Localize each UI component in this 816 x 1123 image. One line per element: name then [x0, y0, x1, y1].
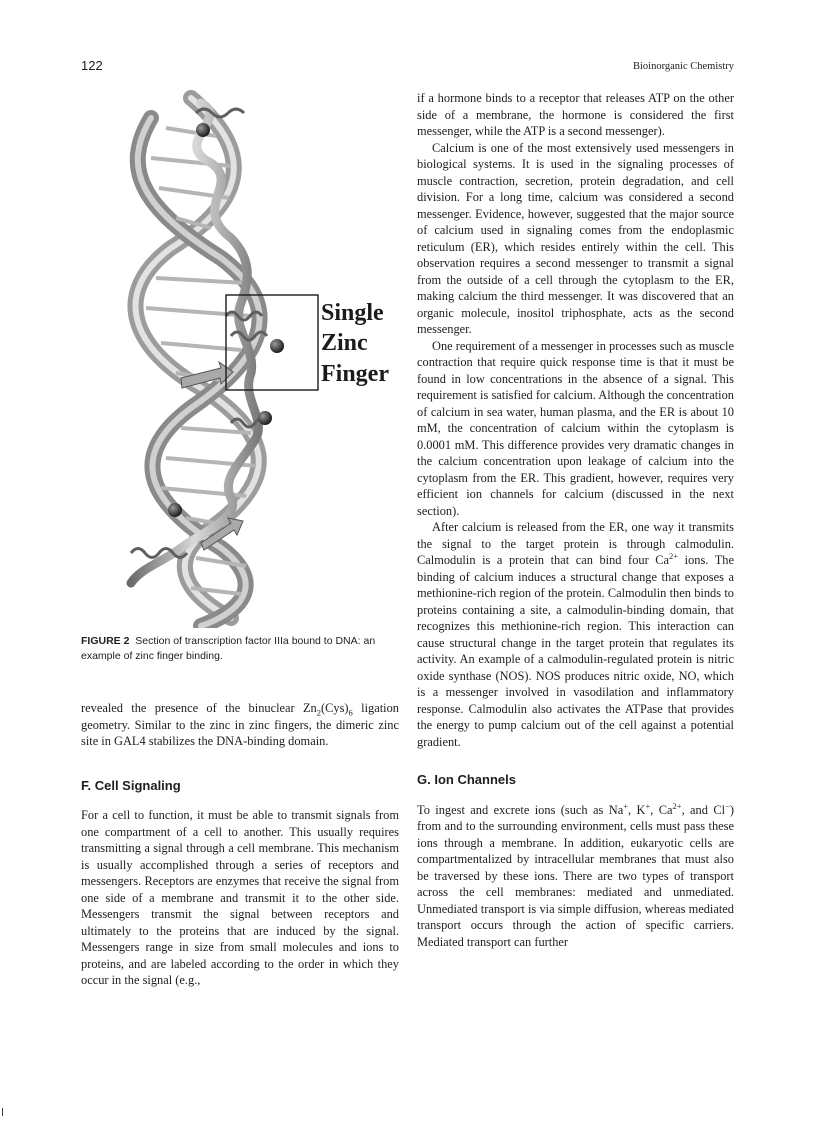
- zinc-finger-label-line-1: Single: [321, 300, 384, 326]
- figure-caption: [81, 634, 399, 664]
- paragraph-continuation: revealed the presence of the binuclear $Zn_2(Cys)_6$ ligation geometry. Similar to the zinc in zinc fingers, the dimeric zinc site in GAL4 stabilizes the DNA-binding domain.: [81, 701, 399, 748]
- paragraph-messenger-example: if a hormone binds to a receptor that releases ATP on the other side of a membrane, the hormone is considered the first messenger, while the ATP is a second messenger).: [417, 91, 734, 138]
- figure-caption-label: FIGURE 2: [81, 635, 130, 647]
- zinc-finger-label-line-3: Finger: [321, 361, 389, 387]
- right-column: [417, 90, 734, 950]
- left-column: [81, 700, 399, 989]
- zinc-finger-figure: [81, 88, 401, 628]
- paragraph-calcium-concentration: One requirement of a messenger in processes such as muscle contraction that require quick response time is that it must be found in low concentrations in the absence of a signal. This requirement is satisfied for calcium. Although the concentration of calcium in sea water, human plasma, and the ER is about 10 mM, the concentration of calcium within the cytoplasm is 0.0001 mM. This difference provides very dramatic changes in the calcium concentration upon leakage of calcium into the cytoplasm from the ER. This gradient, however, requires very efficient ion channels for calcium (discussed in the next section).: [417, 338, 734, 518]
- crop-mark: [2, 1108, 3, 1116]
- zinc-finger-label-line-2: Zinc: [321, 330, 368, 356]
- paragraph-cell-signaling: For a cell to function, it must be able to transmit signals from one compartment of a cell to another. This usually requires transmitting a signal through a cell membrane. This mechanism is usually accomplished through a series of receptors and messengers. Receptors are enzymes that receive the signal from one side of a membrane and transmit it to the other side. Messengers transmit the signal between receptors and ultimately to the proteins that are induced by the signal. Messengers range in size from small molecules and ions to proteins, and are labeled according to the order in which they occur in the signal (e.g.,: [81, 808, 399, 987]
- paragraph-ion-transport: To ingest and excrete ions (such as Na+, K+, $Ca^{2+}$, and Cl−) from and to the surrounding environment, cells must pass these ions through a membrane. In addition, eukaryotic cells are compartmentalized by intracellular membranes that must also be traversed by these ions. There are two types of transport across the cell membranes: mediated and unmediated. Unmediated transport is via simple diffusion, whereas mediated transport occurs through the action of specific carriers. Mediated transport can further: [417, 800, 734, 949]
- section-heading-ion-channels: G. Ion Channels: [417, 772, 516, 787]
- page-number: 122: [81, 58, 103, 73]
- figure-caption-text: Section of transcription factor IIIa bound to DNA: an example of zinc finger binding.: [81, 635, 376, 662]
- section-heading-cell-signaling: F. Cell Signaling: [81, 777, 181, 793]
- paragraph-calmodulin: After calcium is released from the ER, one way it transmits the signal to the target protein is through calmodulin. Calmodulin is a protein that can bind four $Ca^{2+}$ ions. The binding of calcium induces a structural change that exposes a methionine-rich region of the protein. Calmodulin then binds to proteins containing a site, a calmodulin-binding domain, that recognizes this methionine-rich region. This interaction can cause structural change in the target protein that regulates its activity. An example of a calmodulin-regulated protein is nitric oxide synthase (NOS). NOS produces nitric oxide, NO, which is a messenger involved in vasodilation and inflammatory response. Calmodulin also activates the ATPase that provides the energy to pump calcium out of the cell against a potential gradient.: [417, 520, 734, 749]
- running-head: Bioinorganic Chemistry: [632, 61, 734, 72]
- paragraph-calcium-messenger: Calcium is one of the most extensively used messengers in biological systems. It is used in the signaling processes of muscle contraction, secretion, protein degradation, and cell division. For a long time, calcium was considered a second messenger. Evidence, however, suggested that the major source of calcium used in signaling comes from the endoplasmic reticulum (ER), which resides entirely within the cell. This observation requires a second messenger to transmit a signal from the outside of a cell through the cytoplasm to the ER, making calcium the third messenger. It was discovered that an organic molecule, inositol triphosphate, acts as the second messenger.: [417, 140, 734, 336]
